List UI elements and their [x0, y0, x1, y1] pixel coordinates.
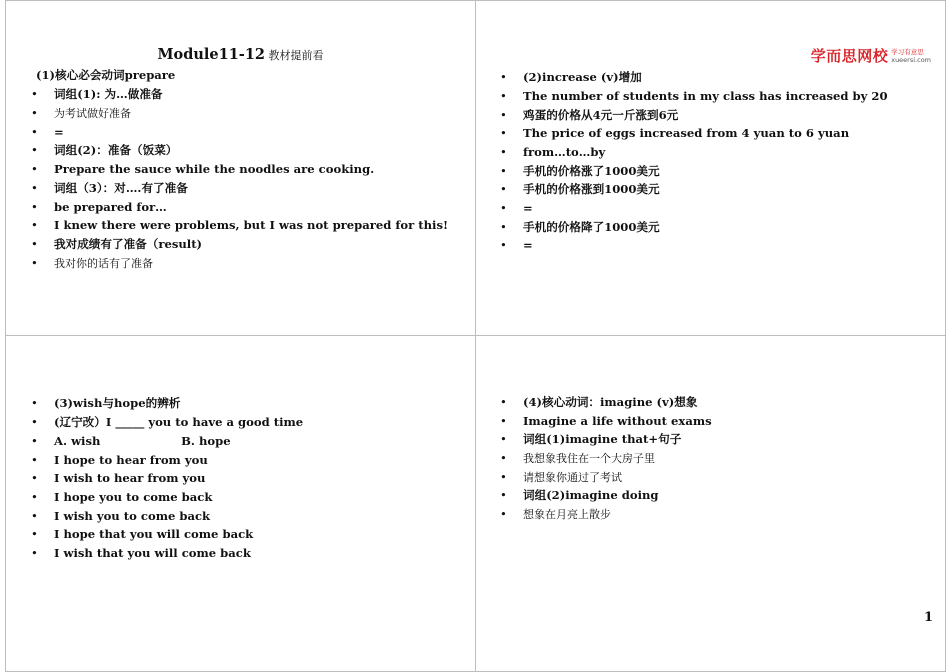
list-item: • I knew there were problems, but I was not prepared for this!: [31, 218, 449, 232]
slide-4: [475, 335, 946, 672]
list-item: • (3)wish与hope的辨析: [31, 396, 181, 410]
title-en: Module11-12: [157, 46, 265, 63]
list-item: • (辽宁改）I _____ you to have a good time: [31, 415, 304, 429]
page-number: 1: [923, 610, 933, 625]
list-item: • 手机的价格涨了1000美元: [500, 164, 660, 178]
list-item: • 我想象我住在一个大房子里: [500, 451, 655, 465]
list-item: • 词组（3）：对….有了准备: [31, 181, 188, 195]
slide-2: [475, 0, 946, 336]
slide-3: [5, 335, 476, 672]
list-item: • 想象在月亮上散步: [500, 507, 611, 521]
slide-title: [6, 46, 475, 63]
list-item: • 我对成绩有了准备（result): [31, 237, 203, 251]
list-item: • Prepare the sauce while the noodles are cooking.: [31, 162, 375, 176]
list-item: • (4)核心动词：imagine (v)想象: [500, 395, 698, 409]
list-item: • The number of students in my class has increased by 20: [500, 89, 888, 103]
list-item: • =: [500, 238, 533, 252]
list-item: • 手机的价格涨到1000美元: [500, 182, 660, 196]
list-item: • The price of eggs increased from 4 yuan to 6 yuan: [500, 126, 850, 140]
brand-logo: [811, 45, 931, 66]
list-item: • =: [31, 125, 64, 139]
slide-1: [5, 0, 476, 336]
list-item: • I hope to hear from you: [31, 453, 208, 467]
title-cn: 教材提前看: [265, 49, 324, 62]
list-item: • =: [500, 201, 533, 215]
list-item: • 词组(2)imagine doing: [500, 488, 659, 502]
list-item: • 词组(1): 为…做准备: [31, 87, 163, 101]
list-item: • 为考试做好准备: [31, 106, 131, 120]
logo-slogan: 学习有意思: [891, 47, 924, 56]
list-item: • 鸡蛋的价格从4元一斤涨到6元: [500, 108, 679, 122]
list-item: • A. wish B. hope: [31, 434, 231, 448]
list-item: • I hope you to come back: [31, 490, 213, 504]
logo-url: xueersi.com: [891, 55, 931, 64]
list-item: • (2)increase (v)增加: [500, 70, 642, 84]
logo-text: 学而思网校: [810, 47, 889, 65]
slide1-heading: (1)核心必会动词prepare: [36, 68, 176, 82]
list-item: • 我对你的话有了准备: [31, 256, 153, 270]
list-item: • 手机的价格降了1000美元: [500, 220, 660, 234]
list-item: • I wish you to come back: [31, 509, 211, 523]
list-item: • I wish to hear from you: [31, 471, 206, 485]
list-item: • 词组(2)：准备（饭菜）: [31, 143, 178, 157]
list-item: • I hope that you will come back: [31, 527, 254, 541]
list-item: • I wish that you will come back: [31, 546, 251, 560]
list-item: • 词组(1)imagine that+句子: [500, 432, 682, 446]
list-item: • Imagine a life without exams: [500, 414, 712, 428]
list-item: • be prepared for…: [31, 200, 167, 214]
list-item: • 请想象你通过了考试: [500, 470, 622, 484]
list-item: • from…to…by: [500, 145, 606, 159]
